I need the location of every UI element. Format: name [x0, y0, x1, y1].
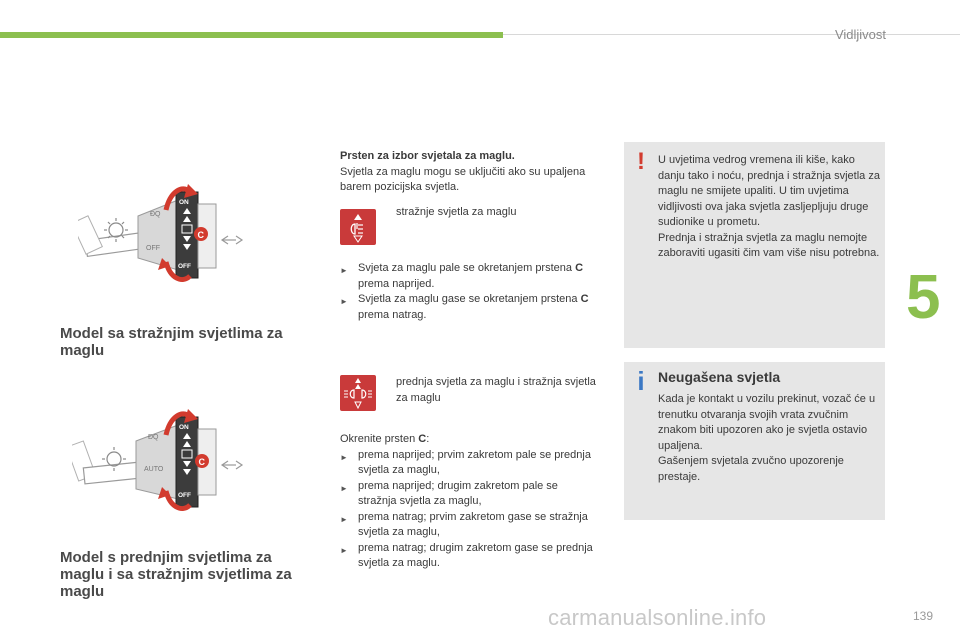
info-text — [658, 392, 880, 485]
svg-text:C: C — [197, 230, 204, 240]
bullet-icon: ► — [340, 545, 348, 555]
list-item: ► prema naprijed; prvim zakretom pale se prednja svjetla za maglu, — [340, 448, 595, 479]
rear-fog-lamp-icon — [340, 209, 376, 245]
front-icon-label: prednja svjetla za maglu i stražnja svjetla za maglu — [396, 376, 596, 404]
header-accent-bar — [0, 32, 503, 38]
bullet-icon: ► — [340, 514, 348, 524]
sun-icon — [107, 452, 121, 466]
rear-bullet-list — [340, 261, 590, 323]
watermark: carmanualsonline.info — [548, 605, 767, 630]
warning-text — [658, 153, 880, 262]
svg-text:C: C — [198, 457, 205, 467]
bullet-icon: ► — [340, 297, 348, 306]
sun-icon — [109, 223, 123, 237]
stalk-front-rear-fog-illustration — [72, 405, 312, 517]
warning-box — [624, 142, 885, 348]
info-text-2: Gašenjem svjetala zvučno upozorenje prestaje. — [658, 455, 844, 483]
bullet-icon: ► — [340, 483, 348, 493]
info-title: Neugašena svjetla — [658, 369, 781, 385]
model-rear-title: Model sa stražnjim svjetlima za maglu — [60, 325, 283, 359]
bullet-icon: ► — [340, 266, 348, 275]
info-text-1: Kada je kontakt u vozilu prekinut, vozač će u trenutku otvaranja svojih vrata zvučnim znakom biti upozoren ako je svjetla ostavio upaljena. — [658, 393, 876, 452]
ring-intro — [340, 149, 590, 196]
list-item: ► Svjeta za maglu pale se okretanjem prstena C prema naprijed. — [340, 261, 590, 292]
header-rule — [503, 34, 960, 35]
ring-intro-title: Prsten za izbor svjetala za maglu. — [340, 150, 515, 162]
svg-text:AUTO: AUTO — [144, 466, 164, 473]
info-box — [624, 362, 885, 520]
chapter-number: 5 — [906, 263, 941, 332]
model-front-rear-title: Model s prednjim svjetlima za maglu i sa stražnjim svjetlima za maglu — [60, 549, 292, 600]
info-icon: i — [637, 366, 645, 396]
bullet-icon: ► — [340, 452, 348, 462]
turn-line: Okrenite prsten C: — [340, 433, 430, 445]
list-item: ► prema natrag; drugim zakretom gase se prednja svjetla za maglu. — [340, 541, 595, 572]
list-item: ► prema naprijed; drugim zakretom pale se stražnja svjetla za maglu, — [340, 479, 595, 510]
list-item: ► prema natrag; prvim zakretom gase se stražnja svjetla za maglu, — [340, 510, 595, 541]
warning-text-1: U uvjetima vedrog vremena ili kiše, kako danju tako i noću, prednja i stražnja svjetla za maglu ne smijete upaliti. U tim uvjetima vidljivosti ova jaka svjetla zasljepljuju druge sudionike u prometu. — [658, 154, 880, 228]
warning-text-2: Prednja i stražnja svjetla za maglu nemojte zaboraviti ugasiti čim vam više nisu potrebna. — [658, 231, 880, 259]
svg-text:OFF: OFF — [146, 245, 160, 252]
warning-icon: ! — [637, 148, 645, 175]
list-item: ► Svjetla za maglu gase se okretanjem prstena C prema natrag. — [340, 292, 590, 323]
front-turn-instructions — [340, 432, 595, 572]
rear-icon-label: stražnje svjetla za maglu — [396, 206, 517, 218]
page-number: 139 — [912, 609, 933, 623]
svg-text:ON: ON — [179, 424, 189, 431]
svg-text:ON: ON — [179, 199, 189, 206]
ring-intro-text: Svjetla za maglu mogu se uključiti ako su upaljena barem pozicijska svjetla. — [340, 165, 586, 193]
front-rear-fog-lamp-icon — [340, 375, 376, 411]
svg-text:OFF: OFF — [178, 263, 191, 270]
svg-text:ĐQ: ĐQ — [148, 434, 159, 441]
svg-text:OFF: OFF — [178, 492, 191, 499]
stalk-rear-fog-illustration — [78, 178, 308, 288]
svg-text:ĐQ: ĐQ — [150, 211, 161, 218]
section-title: Vidljivost — [834, 27, 886, 42]
